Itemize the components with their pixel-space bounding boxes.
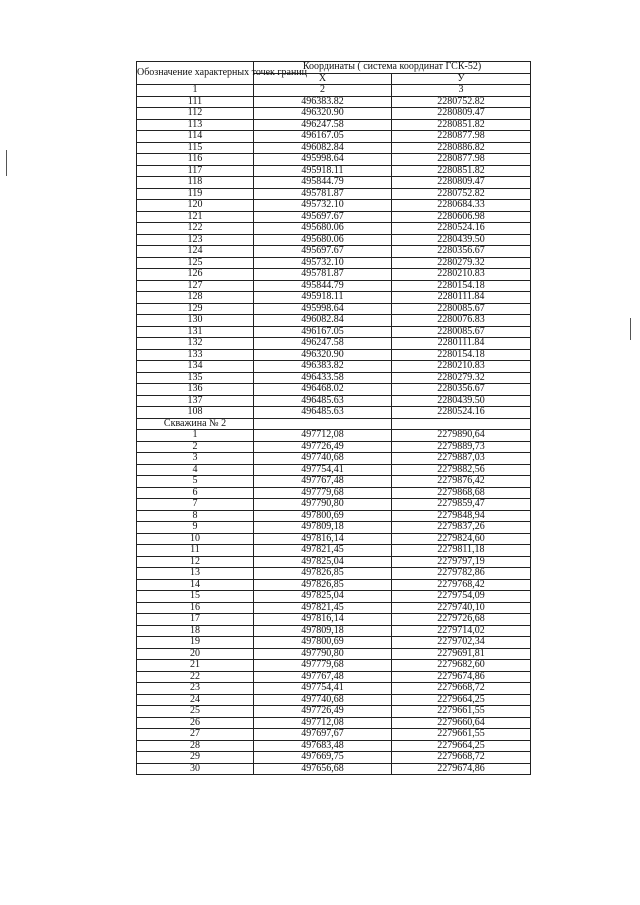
header-coordinates-system: Координаты ( система координат ГСК-52) — [254, 62, 531, 74]
table-row — [137, 142, 531, 154]
point-number-cell: 21 — [137, 660, 254, 672]
point-number-cell: 24 — [137, 694, 254, 706]
table-row — [137, 96, 531, 108]
y-coordinate-cell: 2279674,86 — [392, 763, 531, 775]
table-row — [137, 763, 531, 775]
point-number-cell: 29 — [137, 752, 254, 764]
y-coordinate-cell: 2280279.32 — [392, 372, 531, 384]
y-coordinate-cell: 2279674,86 — [392, 671, 531, 683]
y-coordinate-cell: 2279882,56 — [392, 464, 531, 476]
y-coordinate-cell: 2279868,68 — [392, 487, 531, 499]
table-row — [137, 188, 531, 200]
point-number-cell: 23 — [137, 683, 254, 695]
table-row — [137, 614, 531, 626]
table-row — [137, 740, 531, 752]
y-coordinate-cell: 2280111.84 — [392, 292, 531, 304]
y-coordinate-cell: 2279668,72 — [392, 683, 531, 695]
x-coordinate-cell: 497821,45 — [254, 545, 392, 557]
point-number-cell: 117 — [137, 165, 254, 177]
x-coordinate-cell: 495844.79 — [254, 280, 392, 292]
point-number-cell: 126 — [137, 269, 254, 281]
y-coordinate-cell: 2280085.67 — [392, 326, 531, 338]
point-number-cell: 7 — [137, 499, 254, 511]
empty-cell — [254, 418, 392, 430]
x-coordinate-cell: 495781.87 — [254, 188, 392, 200]
point-number-cell: 108 — [137, 407, 254, 419]
point-number-cell: 20 — [137, 648, 254, 660]
y-coordinate-cell: 2280111.84 — [392, 338, 531, 350]
point-number-cell: 116 — [137, 154, 254, 166]
table-row — [137, 671, 531, 683]
table-row — [137, 200, 531, 212]
table-row — [137, 717, 531, 729]
x-coordinate-cell: 497726,49 — [254, 441, 392, 453]
table-row — [137, 453, 531, 465]
point-number-cell: 30 — [137, 763, 254, 775]
point-number-cell: 9 — [137, 522, 254, 534]
x-coordinate-cell: 497754,41 — [254, 683, 392, 695]
y-coordinate-cell: 2279824,60 — [392, 533, 531, 545]
table-row — [137, 280, 531, 292]
x-coordinate-cell: 497816,14 — [254, 533, 392, 545]
table-row — [137, 292, 531, 304]
y-coordinate-cell: 2279702,34 — [392, 637, 531, 649]
point-number-cell: 112 — [137, 108, 254, 120]
x-coordinate-cell: 495732.10 — [254, 200, 392, 212]
x-coordinate-cell: 497826,85 — [254, 579, 392, 591]
y-coordinate-cell: 2279664,25 — [392, 694, 531, 706]
table-row — [137, 556, 531, 568]
x-coordinate-cell: 497740,68 — [254, 453, 392, 465]
x-coordinate-cell: 497656,68 — [254, 763, 392, 775]
point-number-cell: 26 — [137, 717, 254, 729]
y-coordinate-cell: 2279664,25 — [392, 740, 531, 752]
y-coordinate-cell: 2279837,26 — [392, 522, 531, 534]
y-coordinate-cell: 2280439.50 — [392, 395, 531, 407]
table-row — [137, 257, 531, 269]
table-row — [137, 211, 531, 223]
table-row — [137, 338, 531, 350]
y-coordinate-cell: 2279726,68 — [392, 614, 531, 626]
point-number-cell: 135 — [137, 372, 254, 384]
table-row — [137, 154, 531, 166]
y-coordinate-cell: 2279661,55 — [392, 729, 531, 741]
point-number-cell: 128 — [137, 292, 254, 304]
x-coordinate-cell: 496247.58 — [254, 338, 392, 350]
x-coordinate-cell: 497740,68 — [254, 694, 392, 706]
y-coordinate-cell: 2280851.82 — [392, 119, 531, 131]
table-row — [137, 223, 531, 235]
x-coordinate-cell: 496485.63 — [254, 407, 392, 419]
x-coordinate-cell: 497779,68 — [254, 660, 392, 672]
point-number-cell: 18 — [137, 625, 254, 637]
point-number-cell: 8 — [137, 510, 254, 522]
y-coordinate-cell: 2279768,42 — [392, 579, 531, 591]
y-coordinate-cell: 2279660,64 — [392, 717, 531, 729]
point-number-cell: 131 — [137, 326, 254, 338]
point-number-cell: 3 — [137, 453, 254, 465]
y-coordinate-cell: 2279889,73 — [392, 441, 531, 453]
table-row — [137, 752, 531, 764]
table-row — [137, 361, 531, 373]
point-number-cell: 13 — [137, 568, 254, 580]
point-number-cell: 127 — [137, 280, 254, 292]
y-coordinate-cell: 2280809.47 — [392, 108, 531, 120]
point-number-cell: 16 — [137, 602, 254, 614]
y-coordinate-cell: 2280356.67 — [392, 384, 531, 396]
y-coordinate-cell: 2279887,03 — [392, 453, 531, 465]
table-row — [137, 706, 531, 718]
table-row — [137, 625, 531, 637]
x-coordinate-cell: 496468.02 — [254, 384, 392, 396]
table-row — [137, 533, 531, 545]
table-row — [137, 177, 531, 189]
x-coordinate-cell: 496433.58 — [254, 372, 392, 384]
table-row — [137, 499, 531, 511]
point-number-cell: 130 — [137, 315, 254, 327]
table-row — [137, 131, 531, 143]
point-number-cell: 5 — [137, 476, 254, 488]
x-coordinate-cell: 495998.64 — [254, 154, 392, 166]
point-number-cell: 119 — [137, 188, 254, 200]
y-coordinate-cell: 2279876,42 — [392, 476, 531, 488]
table-row — [137, 694, 531, 706]
point-number-cell: 120 — [137, 200, 254, 212]
table-row — [137, 326, 531, 338]
x-coordinate-cell: 497767,48 — [254, 671, 392, 683]
table-row — [137, 660, 531, 672]
table-row — [137, 234, 531, 246]
point-number-cell: 19 — [137, 637, 254, 649]
column-number-3: 3 — [392, 85, 531, 97]
y-coordinate-cell: 2279668,72 — [392, 752, 531, 764]
x-coordinate-cell: 497825,04 — [254, 591, 392, 603]
coordinates-table — [136, 61, 531, 775]
point-number-cell: 124 — [137, 246, 254, 258]
table-row — [137, 487, 531, 499]
point-number-cell: 113 — [137, 119, 254, 131]
section-label-well-2: Скважина № 2 — [137, 418, 254, 430]
table-row — [137, 591, 531, 603]
table-row — [137, 430, 531, 442]
y-coordinate-cell: 2279691,81 — [392, 648, 531, 660]
table-row — [137, 683, 531, 695]
y-coordinate-cell: 2279661,55 — [392, 706, 531, 718]
point-number-cell: 4 — [137, 464, 254, 476]
y-coordinate-cell: 2280210.83 — [392, 361, 531, 373]
y-coordinate-cell: 2280154.18 — [392, 280, 531, 292]
table-row — [137, 648, 531, 660]
x-coordinate-cell: 495781.87 — [254, 269, 392, 281]
table-row — [137, 108, 531, 120]
table-row — [137, 545, 531, 557]
x-coordinate-cell: 495680.06 — [254, 234, 392, 246]
scan-mark-right — [630, 318, 631, 340]
table-row — [137, 637, 531, 649]
x-coordinate-cell: 497697,67 — [254, 729, 392, 741]
x-coordinate-cell: 497809,18 — [254, 522, 392, 534]
table-row — [137, 246, 531, 258]
section-row — [137, 418, 531, 430]
table-row — [137, 269, 531, 281]
y-coordinate-cell: 2279890,64 — [392, 430, 531, 442]
scan-mark-left — [6, 150, 7, 176]
x-coordinate-cell: 495680.06 — [254, 223, 392, 235]
point-number-cell: 114 — [137, 131, 254, 143]
y-coordinate-cell: 2280877.98 — [392, 154, 531, 166]
table-row — [137, 476, 531, 488]
x-coordinate-cell: 497669,75 — [254, 752, 392, 764]
point-number-cell: 121 — [137, 211, 254, 223]
x-coordinate-cell: 496082.84 — [254, 142, 392, 154]
x-coordinate-cell: 496320.90 — [254, 108, 392, 120]
table-row — [137, 568, 531, 580]
point-number-cell: 25 — [137, 706, 254, 718]
table-row — [137, 602, 531, 614]
x-coordinate-cell: 497779,68 — [254, 487, 392, 499]
x-coordinate-cell: 497712,08 — [254, 430, 392, 442]
y-coordinate-cell: 2279811,18 — [392, 545, 531, 557]
y-coordinate-cell: 2280085.67 — [392, 303, 531, 315]
x-coordinate-cell: 497816,14 — [254, 614, 392, 626]
x-coordinate-cell: 495732.10 — [254, 257, 392, 269]
x-coordinate-cell: 497712,08 — [254, 717, 392, 729]
x-coordinate-cell: 496167.05 — [254, 131, 392, 143]
table-row — [137, 165, 531, 177]
table-row — [137, 349, 531, 361]
y-coordinate-cell: 2279848,94 — [392, 510, 531, 522]
y-coordinate-cell: 2280210.83 — [392, 269, 531, 281]
y-coordinate-cell: 2280439.50 — [392, 234, 531, 246]
header-y: У — [392, 73, 531, 85]
point-number-cell: 123 — [137, 234, 254, 246]
point-number-cell: 22 — [137, 671, 254, 683]
header-x: X — [254, 73, 392, 85]
point-number-cell: 12 — [137, 556, 254, 568]
table-row — [137, 395, 531, 407]
x-coordinate-cell: 496485.63 — [254, 395, 392, 407]
point-number-cell: 14 — [137, 579, 254, 591]
x-coordinate-cell: 497726,49 — [254, 706, 392, 718]
y-coordinate-cell: 2279797,19 — [392, 556, 531, 568]
point-number-cell: 1 — [137, 430, 254, 442]
table-row — [137, 441, 531, 453]
point-number-cell: 111 — [137, 96, 254, 108]
y-coordinate-cell: 2280524.16 — [392, 407, 531, 419]
y-coordinate-cell: 2280606.98 — [392, 211, 531, 223]
x-coordinate-cell: 497825,04 — [254, 556, 392, 568]
y-coordinate-cell: 2280356.67 — [392, 246, 531, 258]
header-point-designation: Обозначение характерных точек границ — [137, 62, 254, 85]
x-coordinate-cell: 497821,45 — [254, 602, 392, 614]
y-coordinate-cell: 2280886.82 — [392, 142, 531, 154]
y-coordinate-cell: 2280076.83 — [392, 315, 531, 327]
y-coordinate-cell: 2280851.82 — [392, 165, 531, 177]
table-row — [137, 579, 531, 591]
x-coordinate-cell: 496082.84 — [254, 315, 392, 327]
point-number-cell: 136 — [137, 384, 254, 396]
x-coordinate-cell: 497826,85 — [254, 568, 392, 580]
table-row — [137, 384, 531, 396]
point-number-cell: 10 — [137, 533, 254, 545]
point-number-cell: 134 — [137, 361, 254, 373]
y-coordinate-cell: 2279782,86 — [392, 568, 531, 580]
table-row — [137, 510, 531, 522]
table-row — [137, 407, 531, 419]
y-coordinate-cell: 2279754,09 — [392, 591, 531, 603]
x-coordinate-cell: 497800,69 — [254, 637, 392, 649]
point-number-cell: 11 — [137, 545, 254, 557]
x-coordinate-cell: 495697.67 — [254, 211, 392, 223]
table-row — [137, 119, 531, 131]
column-number-2: 2 — [254, 85, 392, 97]
point-number-cell: 28 — [137, 740, 254, 752]
point-number-cell: 17 — [137, 614, 254, 626]
y-coordinate-cell: 2279740,10 — [392, 602, 531, 614]
point-number-cell: 122 — [137, 223, 254, 235]
y-coordinate-cell: 2280877.98 — [392, 131, 531, 143]
empty-cell — [392, 418, 531, 430]
x-coordinate-cell: 496247.58 — [254, 119, 392, 131]
x-coordinate-cell: 497767,48 — [254, 476, 392, 488]
table-row — [137, 522, 531, 534]
x-coordinate-cell: 496383.82 — [254, 96, 392, 108]
x-coordinate-cell: 495697.67 — [254, 246, 392, 258]
y-coordinate-cell: 2279714,02 — [392, 625, 531, 637]
table-row — [137, 729, 531, 741]
x-coordinate-cell: 497683,48 — [254, 740, 392, 752]
x-coordinate-cell: 495918.11 — [254, 292, 392, 304]
x-coordinate-cell: 496320.90 — [254, 349, 392, 361]
y-coordinate-cell: 2280752.82 — [392, 96, 531, 108]
point-number-cell: 133 — [137, 349, 254, 361]
point-number-cell: 129 — [137, 303, 254, 315]
x-coordinate-cell: 497790,80 — [254, 648, 392, 660]
x-coordinate-cell: 497800,69 — [254, 510, 392, 522]
point-number-cell: 125 — [137, 257, 254, 269]
x-coordinate-cell: 497754,41 — [254, 464, 392, 476]
point-number-cell: 132 — [137, 338, 254, 350]
point-number-cell: 15 — [137, 591, 254, 603]
y-coordinate-cell: 2280752.82 — [392, 188, 531, 200]
x-coordinate-cell: 495998.64 — [254, 303, 392, 315]
x-coordinate-cell: 495918.11 — [254, 165, 392, 177]
table-row — [137, 303, 531, 315]
y-coordinate-cell: 2280279.32 — [392, 257, 531, 269]
table-row — [137, 315, 531, 327]
point-number-cell: 118 — [137, 177, 254, 189]
x-coordinate-cell: 497790,80 — [254, 499, 392, 511]
table-row — [137, 464, 531, 476]
y-coordinate-cell: 2280524.16 — [392, 223, 531, 235]
y-coordinate-cell: 2279682,60 — [392, 660, 531, 672]
y-coordinate-cell: 2280809.47 — [392, 177, 531, 189]
point-number-cell: 27 — [137, 729, 254, 741]
point-number-cell: 137 — [137, 395, 254, 407]
column-number-1: 1 — [137, 85, 254, 97]
point-number-cell: 115 — [137, 142, 254, 154]
y-coordinate-cell: 2280684.33 — [392, 200, 531, 212]
table-body — [137, 96, 531, 775]
table-row — [137, 372, 531, 384]
x-coordinate-cell: 497809,18 — [254, 625, 392, 637]
y-coordinate-cell: 2280154.18 — [392, 349, 531, 361]
x-coordinate-cell: 496383.82 — [254, 361, 392, 373]
y-coordinate-cell: 2279859,47 — [392, 499, 531, 511]
point-number-cell: 2 — [137, 441, 254, 453]
x-coordinate-cell: 495844.79 — [254, 177, 392, 189]
point-number-cell: 6 — [137, 487, 254, 499]
x-coordinate-cell: 496167.05 — [254, 326, 392, 338]
